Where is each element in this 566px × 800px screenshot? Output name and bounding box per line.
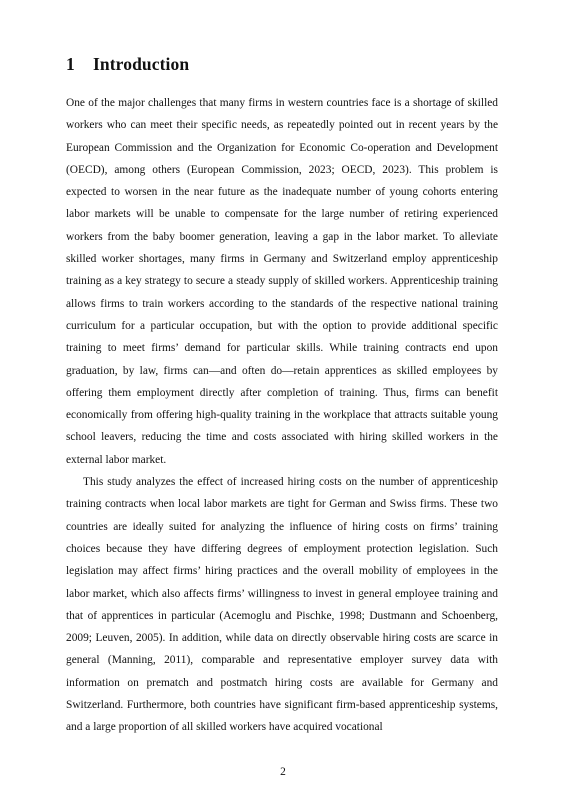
paragraph-1: One of the major challenges that many firms in western countries face is a shortage of skilled workers who can meet their specific needs, as repeatedly pointed out in recent years by the European Commission and the Organization for Economic Co-operation and Development (OECD), among others (European Commission, 2023; OECD, 2023). This problem is expected to worsen in the near future as the inadequate number of young cohorts entering labor markets will be unable to compensate for the large number of retiring experienced workers from the baby boomer generation, leaving a gap in the labor market. To alleviate skilled worker shortages, many firms in Germany and Switzerland employ apprenticeship training as a key strategy to secure a steady supply of skilled workers. Apprenticeship training allows firms to train workers according to the standards of the respective national training curriculum for a particular occupation, but with the option to provide additional specific training to meet firms’ demand for particular skills. While training contracts end upon graduation, by law, firms can—and often do—retain apprentices as skilled employees by offering them employment directly after completion of training. Thus, firms can benefit economically from offering high-quality training in the workplace that attracts suitable young school leavers, reducing the time and costs associated with hiring skilled workers in the external labor market. bbox=[66, 97, 498, 466]
section-number: 1 bbox=[66, 54, 75, 74]
section-title: Introduction bbox=[93, 54, 190, 74]
paragraph-2: This study analyzes the effect of increased hiring costs on the number of apprenticeship training contracts when local labor markets are tight for German and Swiss firms. These two countries are ideally suited for analyzing the influence of hiring costs on firms’ training choices because they have differing degrees of employment protection legislation. Such legislation may affect firms’ hiring practices and the overall mobility of employees in the labor market, which also affects firms’ willingness to invest in general employee training and that of apprentices in particular (Acemoglu and Pischke, 1998; Dustmann and Schoenberg, 2009; Leuven, 2005). In addition, while data on directly observable hiring costs are scarce in general (Manning, 2011), comparable and representative employer survey data with information on prematch and postmatch hiring costs are available for Germany and Switzerland. Furthermore, both countries have significant firm-based apprenticeship systems, and a large proportion of all skilled workers have acquired vocational bbox=[66, 476, 498, 734]
body-text bbox=[66, 92, 498, 739]
section-heading bbox=[66, 54, 189, 75]
page-number: 2 bbox=[280, 766, 286, 778]
